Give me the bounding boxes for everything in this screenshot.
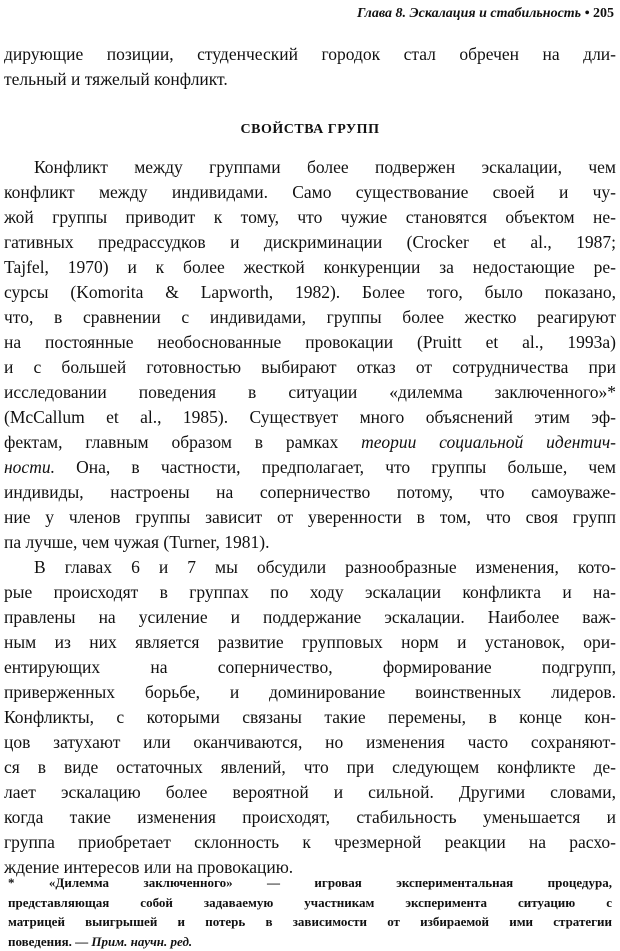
footnote [8, 873, 612, 951]
text-line: когда такие изменения происходят, стабильность уменьшается и [4, 807, 616, 827]
text-line: индивиды, настроены на соперничество потому, что самоуваже- [4, 482, 616, 502]
paragraph-2 [4, 555, 616, 880]
main-text [4, 42, 616, 880]
paragraph-1 [4, 155, 616, 555]
text-line: гативных предрассудков и дискриминации (Crocker et al., 1987; [4, 232, 616, 252]
text-line: (McCallum et al., 1985). Существует много объяснений этим эф- [4, 407, 616, 427]
running-header [357, 6, 614, 22]
text-line: лает эскалацию более вероятной и сильной. Другими словами, [4, 782, 616, 802]
footnote-line: матрицей выигрышей и потерь в зависимости от избираемой ими стратегии [8, 914, 612, 929]
text-line: фектам, главным образом в рамках теории социальной идентич- [4, 432, 616, 452]
footnote-line: представляющая собой задаваемую участникам эксперимента ситуацию с [8, 894, 612, 910]
text-line: дирующие позиции, студенческий городок стал обречен на дли- [4, 44, 616, 64]
text-line: группа приобретает склонность к чрезмерной реакции на расхо- [4, 832, 616, 852]
text-line: ности. Она, в частности, предполагает, что группы больше, чем [4, 457, 616, 477]
running-title: Глава 8. Эскалация и стабильность [356, 6, 582, 21]
text-line: конфликт между индивидами. Само существование своей и чу- [4, 182, 616, 202]
text-line: Конфликт между группами более подвержен эскалации, чем [34, 157, 616, 177]
text-line: рые происходят в группах по ходу эскалации конфликта и на- [4, 582, 616, 602]
text-line: и с большей готовностью выбирают отказ от сотрудничества при [4, 357, 616, 377]
section-heading: СВОЙСТВА ГРУПП [240, 122, 380, 137]
text-line: ние у членов группы зависит от уверенности в том, что своя групп [4, 507, 616, 527]
text-line: ждение интересов или на провокацию. [4, 857, 294, 877]
text-line: В главах 6 и 7 мы обсудили разнообразные изменения, кото- [34, 557, 616, 577]
text-line: тельный и тяжелый конфликт. [4, 69, 228, 89]
text-line: жой группы приводит к тому, что чужие становятся объектом не- [4, 207, 616, 227]
text-line: ентирующих на соперничество, формирование подгрупп, [4, 657, 616, 677]
footnote-line: * «Дилемма заключенного» — игровая экспериментальная процедура, [8, 875, 612, 890]
text-line: приверженных борьбе, и доминирование воинственных лидеров. [4, 682, 616, 702]
text-line: па лучше, чем чужая (Turner, 1981). [4, 532, 270, 552]
text-line: Конфликты, с которыми связаны такие перемены, в конце кон- [4, 707, 616, 727]
text-line: исследовании поведения в ситуации «дилемма заключенного»* [4, 382, 616, 402]
header-bullet: • [584, 6, 590, 21]
footnote-line: поведения. — Прим. научн. ред. [8, 933, 193, 949]
text-line: сурсы (Komorita & Lapworth, 1982). Более того, было показано, [4, 282, 616, 302]
text-line: правлены на усиление и поддержание эскалации. Наиболее важ- [4, 607, 616, 627]
text-line: Tajfel, 1970) и к более жесткой конкуренции за недостающие ре- [4, 257, 616, 277]
text-line: что, в сравнении с индивидами, группы более жестко реагируют [4, 307, 616, 327]
page-number: 205 [593, 6, 614, 21]
text-line: ся в виде остаточных явлений, что при следующем конфликте де- [4, 757, 616, 777]
text-line: ным из них является развитие групповых норм и установок, ори- [4, 632, 616, 652]
text-line: цов затухают или оканчиваются, но изменения часто сохраняют- [4, 732, 616, 752]
text-line: на постоянные необоснованные провокации (Pruitt et al., 1993a) [4, 332, 616, 352]
intro-text [4, 42, 616, 92]
